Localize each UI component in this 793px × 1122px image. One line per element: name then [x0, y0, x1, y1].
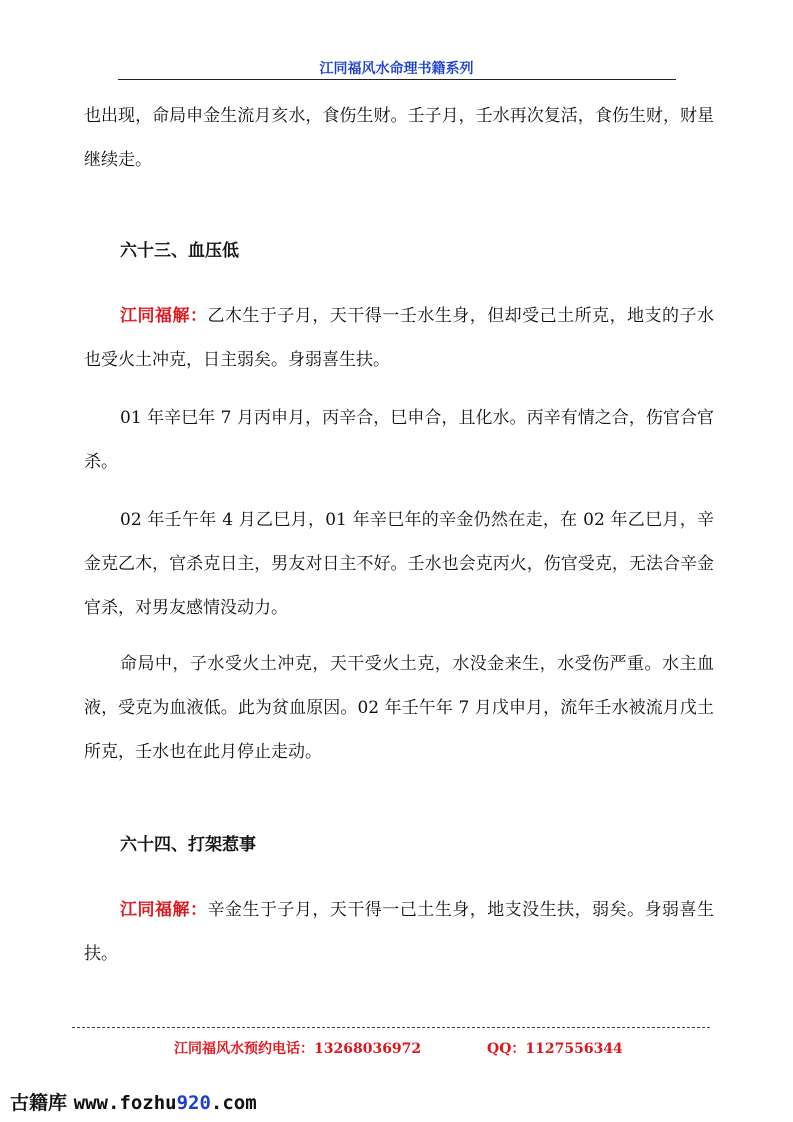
watermark-url-prefix: www.fozhu: [73, 1092, 177, 1114]
section-64-title: 六十四、打架惹事: [120, 835, 256, 855]
analysis-label: 江同福解：: [120, 900, 208, 920]
section-64-para-1: [84, 888, 714, 976]
paragraph-continued: 也出现，命局申金生流月亥水，食伤生财。壬子月，壬水再次复活，食伤生财，财星继续走。: [84, 106, 714, 170]
footer-divider: [72, 1027, 710, 1028]
section-63-para-4: 命局中，子水受火土冲克，天干受火土克，水没金来生，水受伤严重。水主血液，受克为血液低。此为贫血原因。02 年壬午年 7 月戊申月，流年壬水被流月戊土所克，壬水也在此月停止走动。: [84, 654, 714, 762]
section-63-para-1-text: 乙木生于子月，天干得一壬水生身，但却受己土所克，地支的子水也受火土冲克，日主弱矣。身弱喜生扶。: [84, 306, 715, 370]
section-63-title: 六十三、血压低: [120, 241, 239, 261]
watermark-url-number: 920: [176, 1092, 211, 1114]
section-63-para-1: [84, 294, 714, 382]
analysis-label: 江同福解：: [120, 306, 208, 326]
watermark-url: [74, 1092, 257, 1114]
watermark: [10, 1088, 257, 1115]
section-64-para-1-text: 辛金生于子月，天干得一己土生身，地支没生扶，弱矣。身弱喜生扶。: [84, 900, 715, 964]
watermark-brand: 古籍库: [10, 1092, 68, 1114]
header-title: 江同福风水命理书籍系列: [319, 61, 474, 77]
section-63-para-3: 02 年壬午年 4 月乙巳月，01 年辛巳年的辛金仍然在走，在 02 年乙巳月，辛金克乙木，官杀克日主，男友对日主不好。壬水也会克丙火，伤官受克，无法合辛金官杀，对男友感情没动力。: [84, 510, 714, 618]
footer-phone: 江同福风水预约电话：13268036972: [174, 1041, 422, 1057]
footer-qq: QQ：1127556344: [487, 1041, 623, 1057]
watermark-url-suffix: .com: [210, 1092, 257, 1114]
header-divider: [118, 79, 676, 80]
section-63-para-2: 01 年辛巳年 7 月丙申月，丙辛合，巳申合，且化水。丙辛有情之合，伤官合官杀。: [84, 408, 714, 472]
